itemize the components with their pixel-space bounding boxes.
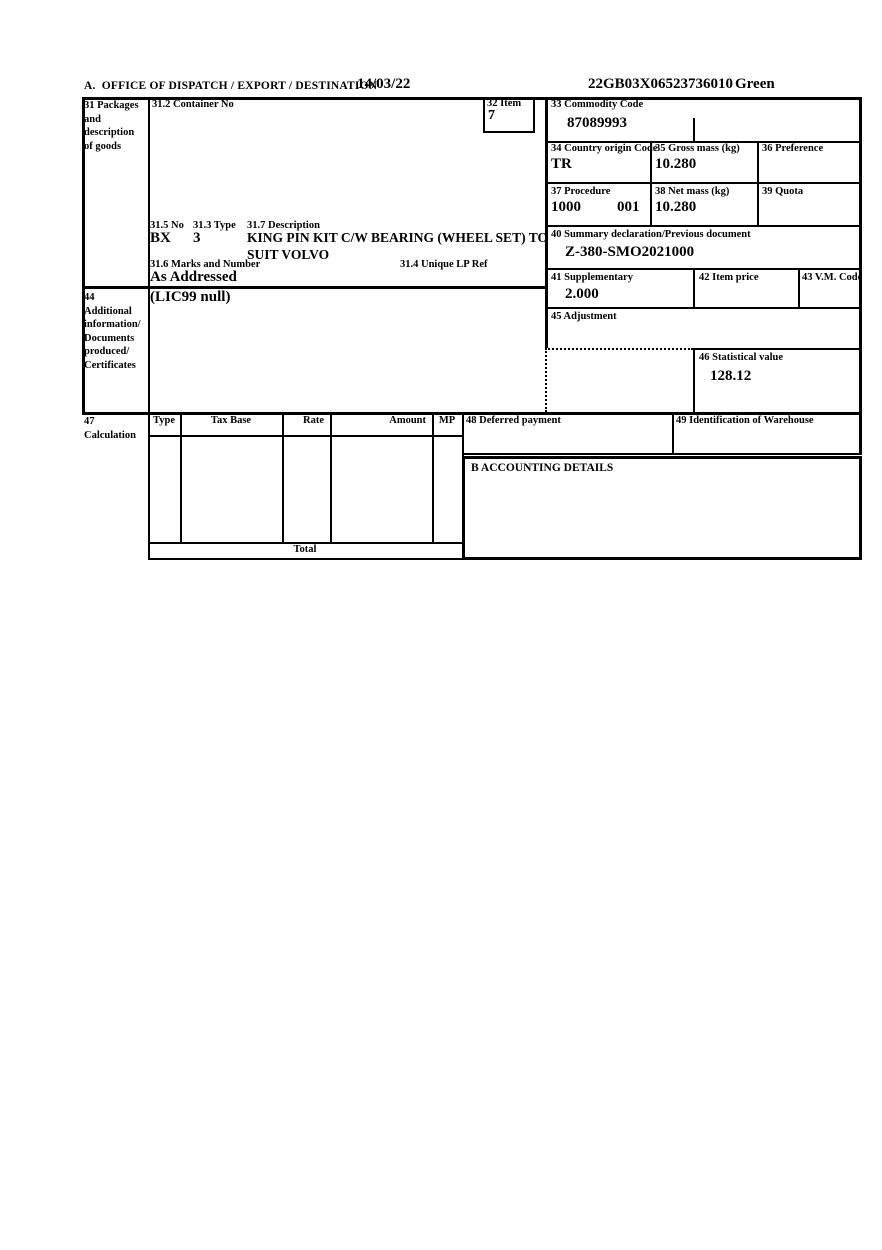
package-type-value: 3 [193,230,201,246]
item-price-label: 42 Item price [699,272,759,283]
procedure-value-main: 1000 [551,199,581,215]
total-row-bottom-line [148,558,462,560]
box44-label-line: 44 [84,292,95,303]
summary-declaration-value: Z-380-SMO2021000 [565,244,695,260]
package-type-label: 31.3 Type [193,220,236,231]
box44-label-line: information/ [84,319,141,330]
description-label: 31.7 Description [247,220,320,231]
country-origin-label: 34 Country origin Code [551,143,658,154]
box33-inner-divider [693,118,695,141]
country-origin-value: TR [551,156,572,172]
declaration-form [82,97,862,560]
box44-label [84,291,141,372]
movement-reference-number: 22GB03X06523736010 [588,76,734,92]
row41-bottom-line [545,307,862,309]
quota-label: 39 Quota [762,186,804,197]
procedure-label: 37 Procedure [551,186,611,197]
goods-description-line1: KING PIN KIT C/W BEARING (WHEEL SET) TO [247,230,548,245]
col-taxbase-divider [282,412,284,542]
preference-label: 36 Preference [762,143,824,154]
vm-code-label: 43 V.M. Code [802,272,863,283]
mid-column-divider [545,97,548,348]
col42-43-divider [798,268,800,307]
box47-label [84,415,136,442]
routing-status: Green [735,76,775,92]
box48-bottom-line [462,453,862,455]
box31-label-line: description [84,127,135,138]
col-type-divider [180,412,182,542]
box48-49-divider [672,412,674,453]
tax-col-amount: Amount [389,415,426,426]
col35-36-divider [757,141,759,225]
additional-information-value: (LIC99 null) [150,289,231,305]
warehouse-id-label: 49 Identification of Warehouse [676,415,814,426]
box40-bottom-line [545,268,862,270]
box31-label-line: 31 Packages [84,100,139,111]
procedure-value-additional: 001 [617,199,640,215]
col-amount-divider [432,412,434,542]
row37-bottom-line [545,225,862,227]
gross-mass-value: 10.280 [655,156,697,172]
deferred-payment-label: 48 Deferred payment [466,415,561,426]
box44-label-line: Certificates [84,359,136,371]
box44-label-line: produced/ [84,346,130,357]
marks-value: As Addressed [150,269,237,285]
tax-header-bottom-line [148,435,462,437]
col-rate-divider [330,412,332,542]
statistical-value: 128.12 [710,368,752,384]
net-mass-value: 10.280 [655,199,697,215]
tax-col-mp: MP [438,415,456,426]
package-no-value: BX [150,230,171,246]
statistical-value-label: 46 Statistical value [699,352,783,363]
tax-col-rate: Rate [303,415,324,426]
summary-declaration-label: 40 Summary declaration/Previous document [551,229,751,240]
net-mass-label: 38 Net mass (kg) [655,186,730,197]
dotted-placeholder-region [545,348,693,412]
gross-mass-label: 35 Gross mass (kg) [655,143,740,154]
total-label: Total [293,544,317,555]
adjustment-label: 45 Adjustment [551,311,617,322]
box47-label-line: Calculation [84,429,136,441]
commodity-code-label: 33 Commodity Code [551,99,644,110]
marks-label: 31.6 Marks and Number [150,259,261,270]
col41-42-divider [693,268,695,307]
supplementary-value: 2.000 [565,286,599,302]
item-number-value: 7 [488,108,495,123]
tax-col-taxbase: Tax Base [210,415,252,426]
package-no-label: 31.5 No [150,220,184,231]
box31-label-line: and [84,113,101,125]
accounting-details-box [462,456,862,560]
row34-bottom-line [545,182,862,184]
box47-label-line: 47 [84,416,95,427]
label-column-divider [148,97,150,560]
section-a-title: A. OFFICE OF DISPATCH / EXPORT / DESTINATION [84,80,378,92]
unique-lp-ref-label: 31.4 Unique LP Ref [400,259,488,270]
declaration-date: 14/03/22 [357,76,411,92]
supplementary-label: 41 Supplementary [551,272,633,283]
commodity-code-value: 87089993 [567,115,627,131]
container-no-label: 31.2 Container No [152,99,234,110]
box44-label-line: Documents [84,332,135,344]
box31-label-line: of goods [84,140,122,152]
accounting-details-title: B ACCOUNTING DETAILS [471,462,614,474]
goods-description-line2: SUIT VOLVO [247,247,330,262]
item-number-label: 32 Item [487,98,522,109]
box31-label [84,99,139,153]
tax-col-type: Type [153,415,175,426]
box44-label-line: Additional [84,305,132,317]
